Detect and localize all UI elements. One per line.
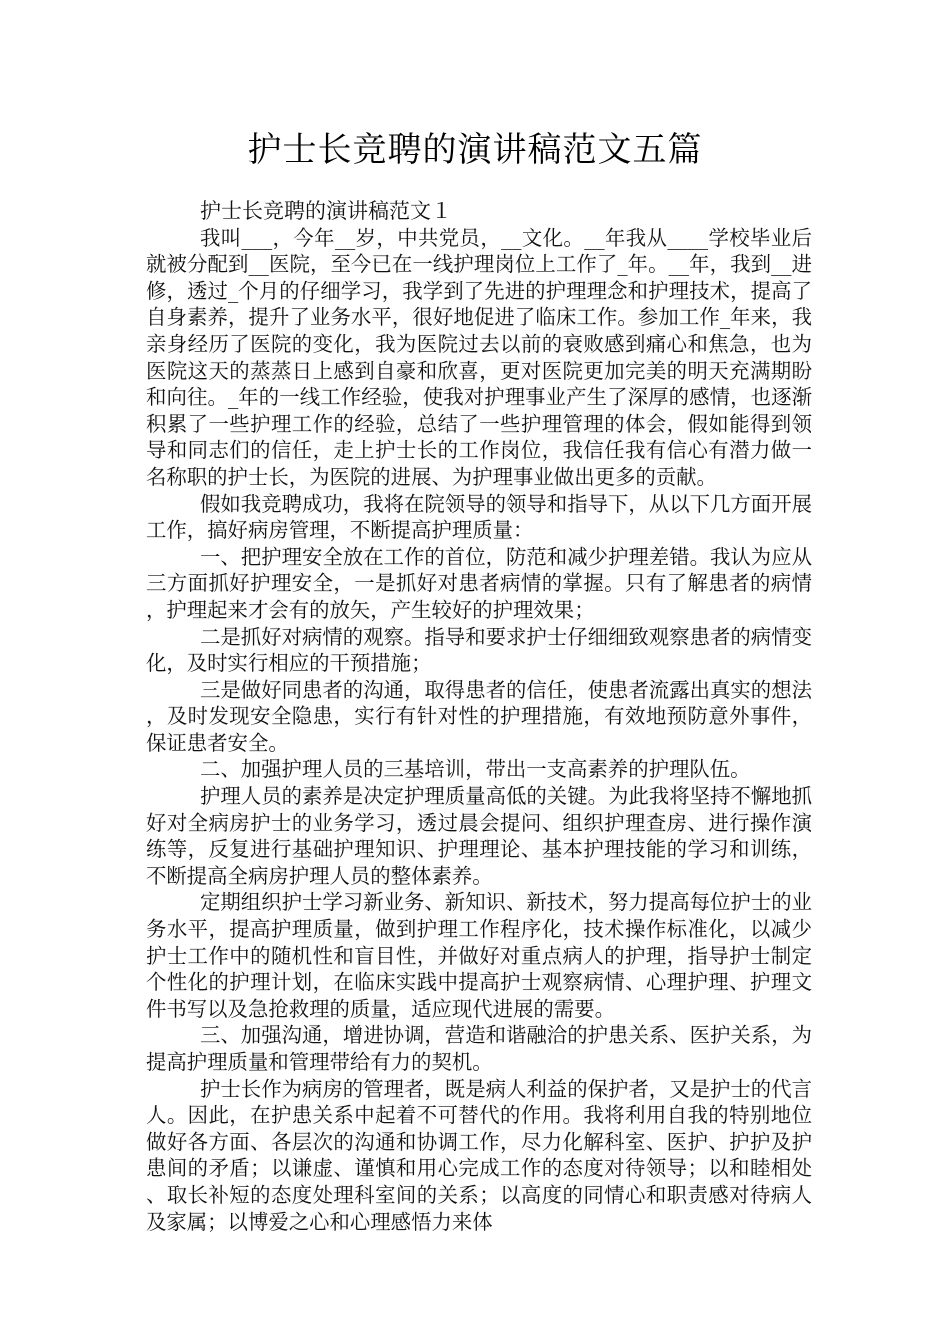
paragraph-point-1: 一、把护理安全放在工作的首位，防范和减少护理差错。我认为应从三方面抓好护理安全，一是抓好对患者病情的掌握。只有了解患者的病情，护理起来才会有的放矢，产生较好的护理效果；	[146, 544, 812, 622]
paragraph-point-3-detail: 护士长作为病房的管理者，既是病人利益的保护者，又是护士的代言人。因此，在护患关系中起着不可替代的作用。我将利用自我的特别地位做好各方面、各层次的沟通和协调工作，尽力化解科室、医护、护护及护患间的矛盾；以谦虚、谨慎和用心完成工作的态度对待领导；以和睦相处、取长补短的态度处理科室间的关系；以高度的同情心和职责感对待病人及家属；以博爱之心和心理感悟力来体	[146, 1076, 812, 1234]
section-heading: 护士长竞聘的演讲稿范文１	[200, 199, 452, 223]
paragraph-intro: 我叫___，今年__岁，中共党员，__文化。__年我从____学校毕业后就被分配到__医院，至今已在一线护理岗位上工作了_年。__年，我到__进修，透过_个月的仔细学习，我学到了先进的护理理念和护理技术，提高了自身素养，提升了业务水平，很好地促进了临床工作。参加工作_年来，我亲身经历了医院的变化，我为医院过去以前的衰败感到痛心和焦急，也为医院这天的蒸蒸日上感到自豪和欣喜，更对医院更加完美的明天充满期盼和向往。_年的一线工作经验，使我对护理事业产生了深厚的感情，也逐渐积累了一些护理工作的经验，总结了一些护理管理的体会，假如能得到领导和同志们的信任，走上护士长的工作岗位，我信任我有信心有潜力做一名称职的护士长，为医院的进展、为护理事业做出更多的贡献。	[146, 225, 812, 489]
paragraph-point-3: 三、加强沟通，增进协调，营造和谐融洽的护患关系、医护关系，为提高护理质量和管理带给有力的契机。	[146, 1023, 812, 1074]
paragraph-point-2: 二、加强护理人员的三基培训，带出一支高素养的护理队伍。	[200, 757, 751, 782]
paragraph-point-2-detail: 护理人员的素养是决定护理质量高低的关键。为此我将坚持不懈地抓好对全病房护士的业务学习，透过晨会提问、组织护理查房、进行操作演练等，反复进行基础护理知识、护理理论、基本护理技能的学习和训练，不断提高全病房护理人员的整体素养。	[146, 784, 812, 888]
document-body	[146, 198, 812, 1235]
paragraph-point-1-b: 二是抓好对病情的观察。指导和要求护士仔细细致观察患者的病情变化，及时实行相应的干预措施；	[146, 624, 812, 676]
paragraph-point-1-c: 三是做好同患者的沟通，取得患者的信任，使患者流露出真实的想法，及时发现安全隐患，实行有针对性的护理措施，有效地预防意外事件，保证患者安全。	[146, 677, 812, 755]
paragraph-point-2-training: 定期组织护士学习新业务、新知识、新技术，努力提高每位护士的业务水平，提高护理质量，做到护理工作程序化，技术操作标准化，以减少护士工作中的随机性和盲目性，并做好对重点病人的护理，指导护士制定个性化的护理计划，在临床实践中提高护士观察病情、心理护理、护理文件书写以及急抢救理的质量，适应现代进展的需要。	[146, 890, 812, 1021]
paragraph-plan: 假如我竞聘成功，我将在院领导的领导和指导下，从以下几方面开展工作，搞好病房管理，不断提高护理质量：	[146, 491, 812, 543]
document-title: 护士长竞聘的演讲稿范文五篇	[247, 130, 703, 170]
